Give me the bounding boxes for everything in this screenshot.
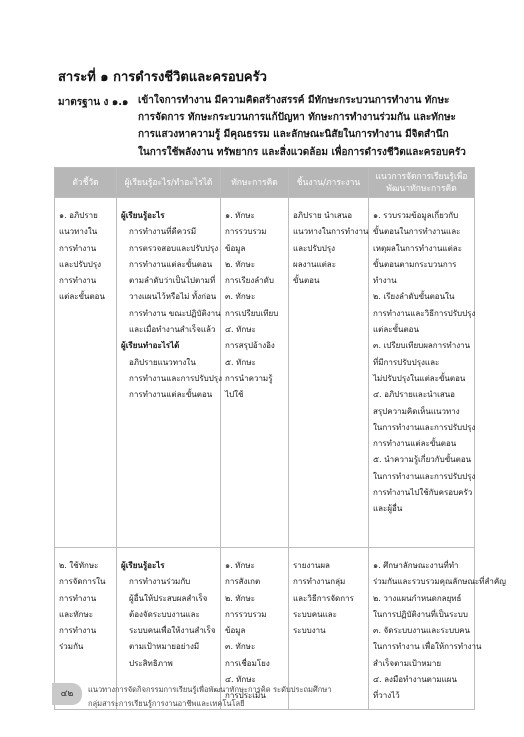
- cell-line: สรุปความคิดเห็นแนวทาง: [373, 406, 460, 416]
- cell-line: อภิปรายแนวทางใน: [129, 357, 196, 367]
- cell-line: ตามเป้าหมายอย่างมี: [129, 642, 200, 652]
- cell-line: ๒. ทักษะ: [225, 259, 256, 269]
- cell-line: ๔. ลงมือทำงานตามแผน: [373, 675, 457, 685]
- cell-line: ๑. ศึกษาลักษณะงานที่ทำ: [373, 561, 459, 570]
- cell-line: เหตุผลในการทำงานแต่ละ: [373, 243, 462, 253]
- cell-line: ประสิทธิภาพ: [129, 658, 173, 668]
- cell-line: ผลงานแต่ละ: [293, 259, 337, 269]
- cell-line: อภิปราย นำเสนอ: [293, 211, 353, 220]
- cell-line: การทำงานไปใช้กับครอบครัว: [373, 488, 473, 498]
- footer-subtitle: กลุ่มสาระการเรียนรู้การงานอาชีพและเทคโนโลยี: [88, 699, 245, 708]
- cell-line: การทำงานกลุ่ม: [293, 577, 346, 587]
- cell-line: แต่ละขั้นตอน: [373, 325, 419, 335]
- cell-line: ระบบงาน: [293, 626, 326, 636]
- cell-line: ข้อมูล: [225, 626, 246, 636]
- cell-line: ๑. รวบรวมข้อมูลเกี่ยวกับ: [373, 211, 459, 220]
- work-cell: [289, 198, 369, 548]
- know-lines: [121, 574, 216, 672]
- cell-line: ๒. ทักษะ: [225, 593, 256, 603]
- cell-line: ๔. อภิปรายและนำเสนอ: [373, 390, 455, 400]
- cell-line: การทำงาน ขณะปฏิบัติงาน: [129, 308, 221, 318]
- standard-label: มาตรฐาน ง ๑.๑: [58, 97, 129, 108]
- cell-line: ๕. ทักษะ: [225, 357, 256, 367]
- do-lines: [121, 355, 222, 404]
- cell-line: ๑. ทักษะ: [225, 211, 255, 220]
- cell-line: ในการทำงาน เพื่อให้การทำงาน: [373, 642, 482, 652]
- cell-line: และปรับปรุง: [59, 259, 102, 269]
- cell-line: ๒. ใช้ทักษะ: [59, 561, 99, 570]
- cell-line: สำเร็จตามเป้าหมาย: [373, 658, 442, 668]
- cell-line: วางแผนไว้หรือไม่ ทั้งก่อน: [129, 292, 217, 302]
- cell-line: การทำงาน: [59, 593, 97, 603]
- cell-line: ๔. ทักษะ: [225, 675, 256, 685]
- cell-line: ๓. เปรียบเทียบผลการทำงาน: [373, 341, 471, 351]
- cell-line: การสังเกต: [225, 577, 261, 587]
- cell-line: ๓. ทักษะ: [225, 292, 256, 302]
- cell-line: ร่วมกันและรวบรวมคุณลักษณะที่สำคัญ: [373, 577, 506, 587]
- page-number: ๔๒: [52, 683, 82, 705]
- cell-line: การทำงาน: [59, 276, 97, 286]
- header-know-do: ผู้เรียนรู้อะไร/ทำอะไรได้: [117, 168, 221, 198]
- indicator-cell: [55, 198, 117, 548]
- cell-line: การเชื่อมโยง: [225, 658, 270, 668]
- cell-line: และทักษะ: [59, 609, 94, 619]
- standard-line: เข้าใจการทำงาน มีความคิดสร้างสรรค์ มีทักษะกระบวนการทำงาน ทักษะ: [138, 95, 450, 106]
- cell-line: การทำงานที่ดีควรมี: [129, 227, 197, 237]
- approach-cell: [369, 198, 475, 548]
- cell-line: แนวทางในการทำงาน: [293, 227, 369, 237]
- cell-line: การทำงาน: [59, 243, 97, 253]
- cell-line: และผู้อื่น: [373, 504, 403, 514]
- cell-line: ผู้อื่นให้ประสบผลสำเร็จ: [129, 593, 208, 603]
- standard-line: การแสวงหาความรู้ มีคุณธรรม และลักษณะนิสัยในการทำงาน มีจิตสำนึก: [138, 129, 449, 141]
- cell-line: ๓. จัดระบบงานและระบบคน: [373, 626, 470, 636]
- cell-line: การเรียงลำดับ: [225, 276, 274, 286]
- cell-line: การรวบรวม: [225, 227, 267, 237]
- cell-line: ๒. วางแผนกำหนดกลยุทธ์: [373, 593, 462, 603]
- cell-line: ๕. นำความรู้เกี่ยวกับขั้นตอน: [373, 455, 472, 465]
- cell-line: ๒. เรียงลำดับขั้นตอนใน: [373, 292, 455, 302]
- cell-line: ร่วมกัน: [59, 642, 84, 652]
- approach-cell: [369, 548, 506, 710]
- cell-line: และปรับปรุง: [293, 243, 336, 253]
- cell-line: ที่มีการปรับปรุงและ: [373, 357, 440, 367]
- header-approach: แนวการจัดการเรียนรู้เพื่อพัฒนาทักษะการคิด: [369, 168, 475, 198]
- cell-line: ๑. ทักษะ: [225, 561, 255, 570]
- standard-text: [138, 92, 468, 161]
- cell-line: ในการทำงานและการปรับปรุง: [373, 422, 476, 432]
- cell-line: ๑. อภิปราย: [59, 211, 98, 220]
- cell-line: ทำงาน: [373, 276, 397, 286]
- cell-line: ต้องจัดระบบงานและ: [129, 609, 200, 619]
- cell-line: การประเมิน: [225, 691, 266, 701]
- cell-line: การสรุปอ้างอิง: [225, 341, 275, 351]
- cell-line: ๔. ทักษะ: [225, 325, 256, 335]
- standard-line: การจัดการ ทักษะกระบวนการแก้ปัญหา ทักษะการทำงานร่วมกัน และทักษะ: [138, 112, 456, 124]
- cell-line: การทำงานแต่ละขั้นตอน: [129, 390, 213, 400]
- cell-line: ในการทำงานและการปรับปรุง: [373, 471, 476, 481]
- header-thinking-skills: ทักษะการคิด: [221, 168, 289, 198]
- cell-line: ที่วางไว้: [373, 691, 400, 701]
- cell-line: ตามลำดับว่าเป็นไปตามที่: [129, 276, 216, 286]
- cell-line: ข้อมูล: [225, 243, 246, 253]
- cell-line: การทำงานร่วมกับ: [129, 577, 191, 587]
- cell-line: ระบบคนและ: [293, 609, 337, 619]
- cell-line: การทำงาน: [59, 626, 97, 636]
- learning-table: [54, 167, 506, 710]
- header-indicator: ตัวชี้วัด: [55, 168, 117, 198]
- table-header-row: [55, 168, 475, 198]
- cell-line: ขั้นตอนในการทำงานและ: [373, 227, 461, 237]
- table-row: [55, 198, 475, 548]
- cell-line: ไม่ปรับปรุงในแต่ละขั้นตอน: [373, 373, 466, 383]
- cell-line: การนำความรู้: [225, 373, 273, 383]
- cell-line: การรวบรวม: [225, 609, 267, 619]
- cell-line: การตรวจสอบและปรับปรุง: [129, 243, 219, 253]
- cell-line: ในการปฏิบัติงานที่เป็นระบบ: [373, 609, 468, 619]
- standard-line: ในการใช้พลังงาน ทรัพยากร และสิ่งแวดล้อม เพื่อการดำรงชีวิตและครอบครัว: [138, 146, 466, 158]
- cell-line: การทำงานและวิธีการปรับปรุง: [373, 308, 476, 318]
- cell-line: ระบบคนเพื่อให้งานสำเร็จ: [129, 626, 216, 636]
- cell-line: แนวทางใน: [59, 227, 98, 237]
- cell-line: การทำงานแต่ละขั้นตอน: [129, 259, 213, 269]
- know-do-cell: [117, 198, 221, 548]
- cell-line: การทำงานแต่ละขั้นตอน: [373, 439, 457, 449]
- know-label: ผู้เรียนรู้อะไร: [121, 211, 165, 220]
- cell-line: การทำงานและการปรับปรุง: [129, 373, 222, 383]
- know-lines: [121, 224, 221, 338]
- cell-line: ไปใช้: [225, 390, 244, 400]
- do-label: ผู้เรียนทำอะไรได้: [121, 341, 180, 351]
- cell-line: ๓. ทักษะ: [225, 642, 256, 652]
- cell-line: รายงานผล: [293, 561, 330, 570]
- cell-line: ขั้นตอน: [293, 276, 320, 286]
- cell-line: การจัดการใน: [59, 577, 106, 587]
- cell-line: ขั้นตอนตามกระบวนการ: [373, 259, 457, 269]
- cell-line: การเปรียบเทียบ: [225, 308, 279, 318]
- know-label: ผู้เรียนรู้อะไร: [121, 561, 165, 570]
- cell-line: และวิธีการจัดการ: [293, 593, 354, 603]
- skills-cell: [221, 198, 289, 548]
- cell-line: และเมื่อทำงานสำเร็จแล้ว: [129, 325, 216, 335]
- cell-line: แต่ละขั้นตอน: [59, 292, 105, 302]
- section-heading: สาระที่ ๑ การดำรงชีวิตและครอบครัว: [58, 70, 267, 85]
- header-work: ชิ้นงาน/ภาระงาน: [289, 168, 369, 198]
- footer-title: แนวทางการจัดกิจกรรมการเรียนรู้เพื่อพัฒนาทักษะการคิด ระดับประถมศึกษา: [88, 685, 332, 694]
